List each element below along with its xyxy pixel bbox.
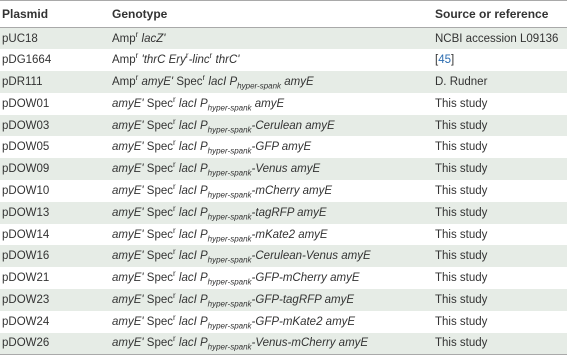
text-segment: r xyxy=(173,116,176,126)
text-segment: -Cerulean-Venus amyE xyxy=(251,250,371,263)
text-segment: r xyxy=(173,334,176,344)
table-row xyxy=(0,115,567,137)
genotype-cell xyxy=(110,93,435,115)
genotype-cell xyxy=(110,245,435,267)
source-cell xyxy=(435,289,567,311)
text-segment: Amp xyxy=(112,32,136,45)
text-segment: -mCherry amyE xyxy=(251,184,333,197)
text-segment: r xyxy=(135,73,139,83)
text-segment: amyE' xyxy=(138,75,177,88)
header-genotype: Genotype xyxy=(110,1,435,28)
text-segment: hyper-spank xyxy=(207,233,252,243)
table-row xyxy=(0,93,567,115)
text-segment: amyE' xyxy=(112,119,147,132)
genotype-cell xyxy=(110,202,435,224)
text-segment: hyper-spank xyxy=(207,212,252,222)
table-body xyxy=(0,28,567,355)
plasmid-cell: pDOW14 xyxy=(2,228,50,241)
text-segment: This study xyxy=(435,272,488,285)
text-segment: -Venus-mCherry amyE xyxy=(251,337,369,350)
text-segment: ] xyxy=(451,54,455,67)
text-segment: amyE' xyxy=(112,228,147,241)
text-segment: This study xyxy=(435,337,488,350)
source-cell xyxy=(435,49,567,71)
source-cell xyxy=(435,224,567,246)
text-segment: Spec xyxy=(146,141,174,154)
text-segment: -mKate2 amyE xyxy=(251,228,328,241)
text-segment: lacI P xyxy=(175,206,208,219)
table-row xyxy=(0,136,567,158)
text-segment: amyE' xyxy=(112,272,147,285)
genotype-cell xyxy=(110,115,435,137)
text-segment: r xyxy=(202,73,206,83)
text-segment: lacI P xyxy=(175,141,208,154)
source-cell xyxy=(435,202,567,224)
text-segment: r xyxy=(135,51,139,61)
text-segment: -GFP amyE xyxy=(251,141,312,154)
genotype-cell xyxy=(110,267,435,289)
genotype-cell xyxy=(110,71,435,93)
text-segment: 'thrC Ery xyxy=(138,54,186,67)
source-cell xyxy=(435,180,567,202)
header-source: Source or reference xyxy=(435,1,567,28)
genotype-cell xyxy=(110,333,435,355)
text-segment: This study xyxy=(435,141,488,154)
text-segment: amyE' xyxy=(112,315,147,328)
genotype-cell xyxy=(110,28,435,50)
plasmid-cell: pDOW23 xyxy=(2,293,50,306)
text-segment: lacI P xyxy=(175,337,208,350)
table-row xyxy=(0,71,567,93)
text-segment: This study xyxy=(435,163,488,176)
table-row xyxy=(0,245,567,267)
header-plasmid: Plasmid xyxy=(0,1,110,28)
text-segment: -GFP-tagRFP amyE xyxy=(251,293,354,306)
text-segment: This study xyxy=(435,315,488,328)
plasmid-cell: pDR111 xyxy=(2,75,43,88)
text-segment: hyper-spank xyxy=(207,190,252,200)
text-segment: Spec xyxy=(146,119,174,132)
source-cell xyxy=(435,311,567,333)
text-segment: lacI P xyxy=(175,97,208,110)
text-segment: r xyxy=(185,51,189,61)
text-segment: Spec xyxy=(146,163,174,176)
plasmid-cell: pDOW09 xyxy=(2,163,50,176)
text-segment: amyE xyxy=(251,97,285,110)
text-segment: amyE xyxy=(281,75,314,88)
text-segment: D. Rudner xyxy=(435,75,488,88)
plasmid-cell: pDG1664 xyxy=(2,54,52,67)
table-row xyxy=(0,180,567,202)
text-segment: amyE' xyxy=(112,163,147,176)
table-row xyxy=(0,224,567,246)
text-segment: Spec xyxy=(146,97,174,110)
genotype-cell xyxy=(110,311,435,333)
table-row xyxy=(0,49,567,71)
text-segment: amyE' xyxy=(112,141,147,154)
text-segment: Spec xyxy=(146,272,174,285)
text-segment: lacI P xyxy=(175,184,208,197)
text-segment: -GFP-mCherry amyE xyxy=(251,272,360,285)
text-segment: This study xyxy=(435,97,488,110)
plasmid-cell: pUC18 xyxy=(2,32,38,45)
table-row xyxy=(0,267,567,289)
table-row xyxy=(0,311,567,333)
text-segment: lacI P xyxy=(175,293,208,306)
text-segment: lacI P xyxy=(175,315,208,328)
text-segment: amyE' xyxy=(112,250,147,263)
text-segment: -tagRFP amyE xyxy=(251,206,327,219)
genotype-cell xyxy=(110,289,435,311)
text-segment: r xyxy=(173,160,176,170)
text-segment: hyper-spank xyxy=(207,146,252,156)
text-segment: Spec xyxy=(146,293,174,306)
plasmid-cell: pDOW26 xyxy=(0,333,110,355)
plasmid-cell: pDOW16 xyxy=(2,250,50,263)
table-row xyxy=(0,28,567,50)
text-segment: r xyxy=(173,225,176,235)
table-row xyxy=(0,333,567,355)
text-segment: r xyxy=(173,291,176,301)
text-segment: lacI P xyxy=(175,163,208,176)
text-segment: [ xyxy=(435,54,439,67)
text-segment: Spec xyxy=(146,337,174,350)
text-segment: amyE' xyxy=(112,97,147,110)
text-segment: lacZ' xyxy=(141,32,166,45)
text-segment: This study xyxy=(435,250,488,263)
plasmid-cell: pDOW10 xyxy=(2,184,50,197)
source-cell xyxy=(435,115,567,137)
text-segment: hyper-spank xyxy=(207,321,252,331)
text-segment: hyper-spank xyxy=(207,342,252,352)
text-segment: r xyxy=(173,312,176,322)
text-segment: lacI P xyxy=(175,228,208,241)
text-segment: lacI P xyxy=(175,250,208,263)
plasmid-cell: pDOW05 xyxy=(2,141,50,154)
source-cell xyxy=(435,93,567,115)
text-segment: Spec xyxy=(146,184,174,197)
plasmid-cell: pDOW03 xyxy=(2,119,50,132)
text-segment: r xyxy=(209,51,213,61)
text-segment: hyper-spank xyxy=(207,168,252,178)
text-segment: -Venus amyE xyxy=(251,163,321,176)
table-row xyxy=(0,158,567,180)
source-cell xyxy=(435,267,567,289)
text-segment: This study xyxy=(435,228,488,241)
text-segment: r xyxy=(173,247,176,257)
plasmid-cell: pDOW21 xyxy=(2,272,50,285)
genotype-cell xyxy=(110,180,435,202)
text-segment: lacI P xyxy=(175,119,208,132)
text-segment: r xyxy=(135,29,139,39)
source-cell xyxy=(435,333,567,355)
source-cell xyxy=(435,28,567,50)
source-cell xyxy=(435,136,567,158)
text-segment: r xyxy=(173,182,176,192)
text-segment: amyE' xyxy=(112,293,147,306)
text-segment: NCBI accession L09136 xyxy=(435,32,559,45)
source-cell xyxy=(435,71,567,93)
text-segment: amyE' xyxy=(112,184,147,197)
text-segment: Spec xyxy=(146,250,174,263)
text-segment: amyE' xyxy=(112,337,147,350)
source-cell xyxy=(435,158,567,180)
text-segment: This study xyxy=(435,206,488,219)
genotype-cell xyxy=(110,49,435,71)
text-segment: lacI P xyxy=(175,272,208,285)
text-segment: lacI P xyxy=(205,75,238,88)
text-segment: amyE' xyxy=(112,206,147,219)
text-segment: Amp xyxy=(112,54,136,67)
text-segment: Spec xyxy=(146,315,174,328)
text-segment: r xyxy=(173,203,176,213)
plasmid-cell: pDOW24 xyxy=(2,315,50,328)
plasmid-cell: pDOW01 xyxy=(2,97,50,110)
text-segment: r xyxy=(173,138,176,148)
genotype-cell xyxy=(110,158,435,180)
plasmid-cell: pDOW13 xyxy=(2,206,50,219)
text-segment: Amp xyxy=(112,75,136,88)
text-segment: Spec xyxy=(176,75,203,88)
text-segment: Spec xyxy=(146,206,174,219)
text-segment: r xyxy=(173,94,176,104)
source-cell xyxy=(435,245,567,267)
table-row xyxy=(0,202,567,224)
text-segment: hyper-spank xyxy=(207,255,252,265)
text-segment: Spec xyxy=(146,228,174,241)
genotype-cell xyxy=(110,136,435,158)
text-segment: hyper-spank xyxy=(207,299,252,309)
text-segment: hyper-spank xyxy=(207,277,252,287)
text-segment: -GFP-mKate2 amyE xyxy=(251,315,356,328)
text-segment: -linc xyxy=(188,54,210,67)
text-segment: hyper-spank xyxy=(207,103,252,113)
text-segment: hyper-spank xyxy=(207,124,252,134)
text-segment: thrC' xyxy=(212,54,240,67)
text-segment: hyper-spank xyxy=(237,81,282,91)
table-row xyxy=(0,289,567,311)
table-header xyxy=(0,1,567,28)
reference-link[interactable]: 45 xyxy=(438,54,451,67)
header-row xyxy=(0,1,567,28)
text-segment: This study xyxy=(435,184,488,197)
text-segment: r xyxy=(173,269,176,279)
text-segment: This study xyxy=(435,293,488,306)
genotype-cell xyxy=(110,224,435,246)
text-segment: -Cerulean amyE xyxy=(251,119,335,132)
text-segment: This study xyxy=(435,119,488,132)
